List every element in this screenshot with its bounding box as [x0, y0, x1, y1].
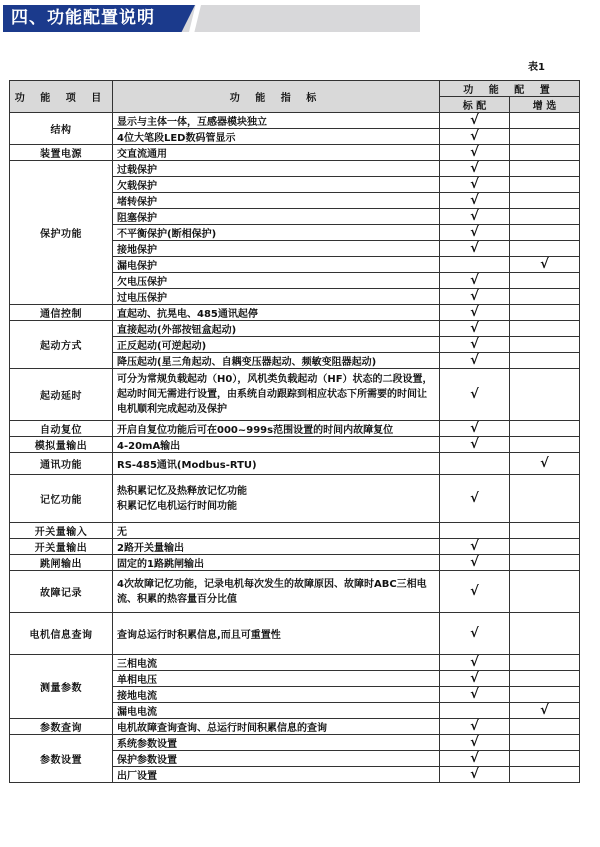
table-row [10, 555, 580, 571]
cell-function-indicator: 接地保护 [113, 241, 440, 257]
cell-standard [440, 571, 510, 613]
cell-function-indicator: 漏电电流 [113, 703, 440, 719]
cell-standard [440, 671, 510, 687]
cell-standard [440, 613, 510, 655]
cell-optional [510, 421, 580, 437]
cell-function-indicator: 2路开关量输出 [113, 539, 440, 555]
cell-function-indicator: 降压起动(星三角起动、自耦变压器起动、频敏变阻器起动) [113, 353, 440, 369]
cell-optional [510, 655, 580, 671]
check-mark-icon: √ [470, 305, 479, 320]
cell-optional [510, 735, 580, 751]
cell-standard [440, 289, 510, 305]
cell-standard [440, 305, 510, 321]
check-mark-icon: √ [470, 193, 479, 208]
cell-standard [440, 703, 510, 719]
cell-optional [510, 523, 580, 539]
cell-optional [510, 539, 580, 555]
check-mark-icon: √ [470, 321, 479, 336]
cell-function-indicator: 4位大笔段LED数码管显示 [113, 129, 440, 145]
check-mark-icon: √ [470, 767, 479, 782]
check-mark-icon: √ [470, 225, 479, 240]
cell-function-item: 模拟量输出 [10, 437, 113, 453]
cell-standard [440, 523, 510, 539]
cell-function-indicator: 堵转保护 [113, 193, 440, 209]
check-mark-icon: √ [470, 626, 479, 641]
cell-function-item: 开关量输入 [10, 523, 113, 539]
cell-standard [440, 735, 510, 751]
cell-optional [510, 767, 580, 783]
cell-function-indicator: 可分为常规负载起动（H0），风机类负载起动（HF）状态的二段设置，起动时间无需进行设置，由系统自动跟踪到相应状态下所需要的时间让电机顺利完成起动及保护 [113, 369, 440, 421]
cell-function-item: 跳闸输出 [10, 555, 113, 571]
cell-optional [510, 353, 580, 369]
table-row [10, 145, 580, 161]
check-mark-icon: √ [470, 161, 479, 176]
cell-standard [440, 767, 510, 783]
cell-function-indicator: 正反起动(可逆起动) [113, 337, 440, 353]
cell-function-indicator: 系统参数设置 [113, 735, 440, 751]
check-mark-icon: √ [470, 337, 479, 352]
cell-standard [440, 177, 510, 193]
cell-standard [440, 655, 510, 671]
cell-standard [440, 129, 510, 145]
cell-function-indicator: 漏电保护 [113, 257, 440, 273]
cell-function-indicator: 单相电压 [113, 671, 440, 687]
cell-standard [440, 337, 510, 353]
cell-optional [510, 703, 580, 719]
cell-optional [510, 145, 580, 161]
section-title: 四、功能配置说明 [11, 8, 155, 28]
check-mark-icon: √ [470, 387, 479, 402]
table-row [10, 305, 580, 321]
table-row [10, 539, 580, 555]
check-mark-icon: √ [470, 584, 479, 599]
cell-optional [510, 209, 580, 225]
cell-optional [510, 453, 580, 475]
check-mark-icon: √ [540, 703, 549, 718]
header-config: 功 能 配 置 [440, 81, 580, 97]
cell-optional [510, 129, 580, 145]
check-mark-icon: √ [470, 353, 479, 368]
cell-function-item: 装置电源 [10, 145, 113, 161]
table-row [10, 421, 580, 437]
cell-function-indicator: 4-20mA输出 [113, 437, 440, 453]
cell-standard [440, 145, 510, 161]
table-row [10, 655, 580, 671]
cell-function-indicator: 接地电流 [113, 687, 440, 703]
check-mark-icon: √ [470, 421, 479, 436]
cell-function-indicator: 出厂设置 [113, 767, 440, 783]
table-row [10, 437, 580, 453]
cell-standard [440, 421, 510, 437]
cell-optional [510, 555, 580, 571]
cell-optional [510, 273, 580, 289]
check-mark-icon: √ [470, 491, 479, 506]
cell-standard [440, 475, 510, 523]
check-mark-icon: √ [470, 113, 479, 128]
table-body [10, 113, 580, 783]
cell-optional [510, 113, 580, 129]
cell-optional [510, 193, 580, 209]
cell-function-item: 通信控制 [10, 305, 113, 321]
cell-standard [440, 719, 510, 735]
cell-optional [510, 305, 580, 321]
cell-function-indicator: 三相电流 [113, 655, 440, 671]
cell-standard [440, 161, 510, 177]
cell-function-item: 开关量输出 [10, 539, 113, 555]
cell-optional [510, 289, 580, 305]
cell-optional [510, 571, 580, 613]
cell-optional [510, 337, 580, 353]
cell-optional [510, 687, 580, 703]
check-mark-icon: √ [470, 273, 479, 288]
cell-function-item: 起动延时 [10, 369, 113, 421]
header-optional: 增 选 [510, 97, 580, 113]
cell-optional [510, 161, 580, 177]
cell-function-item: 保护功能 [10, 161, 113, 305]
check-mark-icon: √ [470, 241, 479, 256]
cell-standard [440, 257, 510, 273]
cell-function-item: 起动方式 [10, 321, 113, 369]
check-mark-icon: √ [470, 751, 479, 766]
cell-standard [440, 555, 510, 571]
table-row [10, 453, 580, 475]
table-row [10, 475, 580, 523]
cell-function-indicator: 交直流通用 [113, 145, 440, 161]
cell-standard [440, 225, 510, 241]
check-mark-icon: √ [540, 456, 549, 471]
cell-function-indicator: 显示与主体一体，互感器模块独立 [113, 113, 440, 129]
cell-function-indicator: 无 [113, 523, 440, 539]
table-row [10, 369, 580, 421]
cell-optional [510, 177, 580, 193]
cell-standard [440, 209, 510, 225]
check-mark-icon: √ [470, 671, 479, 686]
check-mark-icon: √ [470, 539, 479, 554]
check-mark-icon: √ [470, 687, 479, 702]
check-mark-icon: √ [470, 177, 479, 192]
cell-optional [510, 613, 580, 655]
cell-function-indicator: 固定的1路跳闸输出 [113, 555, 440, 571]
cell-optional [510, 437, 580, 453]
table-row [10, 523, 580, 539]
check-mark-icon: √ [470, 555, 479, 570]
check-mark-icon: √ [470, 129, 479, 144]
check-mark-icon: √ [470, 437, 479, 452]
table-label: 表1 [528, 62, 545, 73]
cell-standard [440, 369, 510, 421]
cell-function-indicator: 过载保护 [113, 161, 440, 177]
header-standard: 标 配 [440, 97, 510, 113]
cell-standard [440, 241, 510, 257]
cell-optional [510, 751, 580, 767]
cell-standard [440, 453, 510, 475]
cell-function-item: 参数查询 [10, 719, 113, 735]
cell-function-item: 结构 [10, 113, 113, 145]
cell-function-item: 通讯功能 [10, 453, 113, 475]
table-row [10, 161, 580, 177]
table-row [10, 571, 580, 613]
table-row [10, 719, 580, 735]
check-mark-icon: √ [540, 257, 549, 272]
cell-optional [510, 257, 580, 273]
cell-optional [510, 671, 580, 687]
cell-function-indicator: 直接起动(外部按钮盒起动) [113, 321, 440, 337]
section-banner [3, 5, 420, 32]
cell-function-indicator: 欠电压保护 [113, 273, 440, 289]
cell-standard [440, 273, 510, 289]
check-mark-icon: √ [470, 209, 479, 224]
cell-function-indicator: 欠载保护 [113, 177, 440, 193]
check-mark-icon: √ [470, 655, 479, 670]
cell-function-indicator: RS-485通讯(Modbus-RTU) [113, 453, 440, 475]
cell-standard [440, 539, 510, 555]
table-row [10, 735, 580, 751]
cell-standard [440, 687, 510, 703]
cell-function-indicator: 查询总运行时积累信息,而且可重置性 [113, 613, 440, 655]
cell-function-indicator: 过电压保护 [113, 289, 440, 305]
cell-function-item: 自动复位 [10, 421, 113, 437]
cell-function-indicator: 不平衡保护(断相保护) [113, 225, 440, 241]
cell-standard [440, 113, 510, 129]
cell-function-indicator: 直起动、抗晃电、485通讯起停 [113, 305, 440, 321]
cell-function-indicator: 开启自复位功能后可在000~999s范围设置的时间内故障复位 [113, 421, 440, 437]
cell-optional [510, 369, 580, 421]
cell-function-item: 测量参数 [10, 655, 113, 719]
check-mark-icon: √ [470, 719, 479, 734]
cell-standard [440, 353, 510, 369]
header-indicator: 功 能 指 标 [113, 81, 440, 113]
cell-optional [510, 225, 580, 241]
function-config-table [9, 80, 580, 783]
check-mark-icon: √ [470, 735, 479, 750]
cell-standard [440, 321, 510, 337]
cell-standard [440, 193, 510, 209]
cell-function-item: 记忆功能 [10, 475, 113, 523]
check-mark-icon: √ [470, 289, 479, 304]
cell-function-item: 参数设置 [10, 735, 113, 783]
table-row [10, 613, 580, 655]
cell-standard [440, 751, 510, 767]
check-mark-icon: √ [470, 145, 479, 160]
cell-optional [510, 241, 580, 257]
cell-function-indicator: 电机故障查询查询、总运行时间积累信息的查询 [113, 719, 440, 735]
cell-optional [510, 475, 580, 523]
cell-function-indicator: 热积累记忆及热释放记忆功能 积累记忆电机运行时间功能 [113, 475, 440, 523]
cell-function-indicator: 阻塞保护 [113, 209, 440, 225]
cell-optional [510, 719, 580, 735]
cell-standard [440, 437, 510, 453]
table-row [10, 321, 580, 337]
table-row [10, 113, 580, 129]
header-item: 功 能 项 目 [10, 81, 113, 113]
cell-function-indicator: 4次故障记忆功能，记录电机每次发生的故障原因、故障时ABC三相电流、积累的热容量百分比值 [113, 571, 440, 613]
cell-function-item: 故障记录 [10, 571, 113, 613]
cell-function-indicator: 保护参数设置 [113, 751, 440, 767]
cell-function-item: 电机信息查询 [10, 613, 113, 655]
cell-optional [510, 321, 580, 337]
